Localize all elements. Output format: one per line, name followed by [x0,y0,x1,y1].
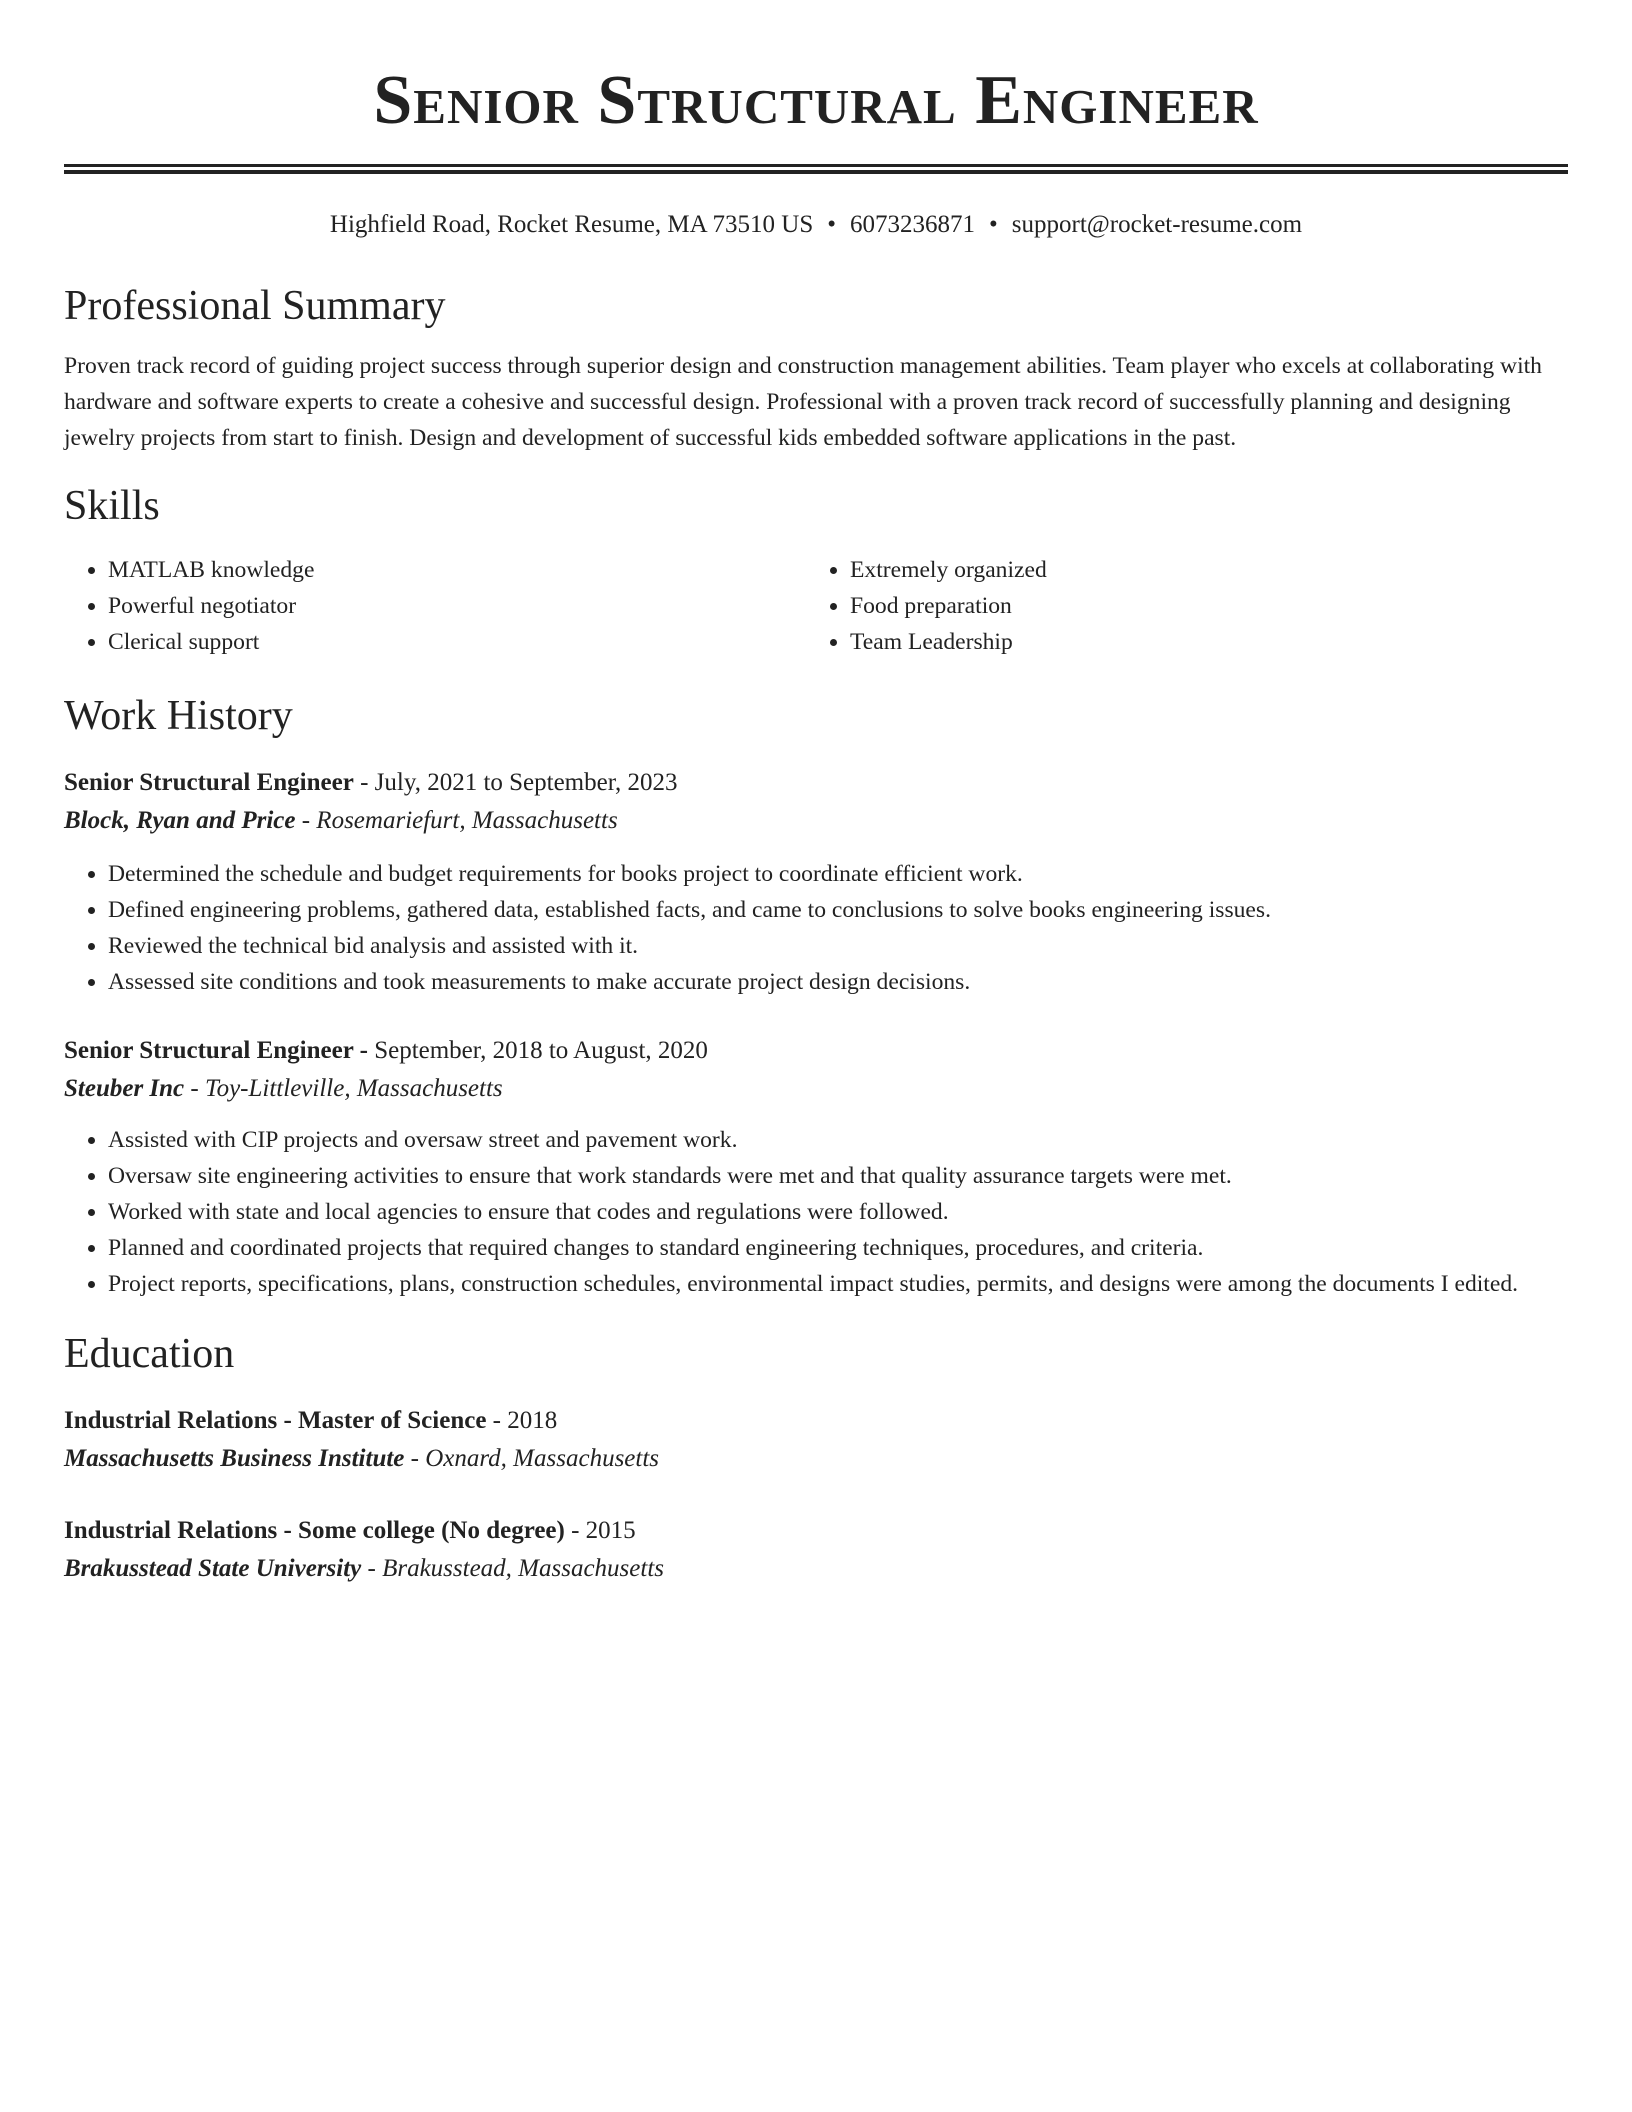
education-degree-line [64,1402,1568,1440]
education-school: Brakusstead State University [64,1555,362,1582]
title-divider [64,164,1568,174]
job-company: Block, Ryan and Price [64,807,296,834]
education-entry [64,1512,1568,1588]
job-company: Steuber Inc [64,1075,185,1102]
contact-line [64,208,1568,242]
education-school-line [64,1440,1568,1478]
job-bullet: • Defined engineering problems, gathered data, established facts, and came to conclusions to solve books engineering issues. [108,892,1568,928]
page-title: Senior Structural Engineer [373,62,1259,139]
job-bullet: • Determined the schedule and budget requirements for books project to coordinate efficient work. [108,856,1568,892]
job-bullet: • Assisted with CIP projects and oversaw street and pavement work. [108,1122,1568,1158]
skill-item: • MATLAB knowledge [108,552,806,588]
work-heading: Work History [64,693,293,739]
job-location: - Rosemariefurt, Massachusetts [301,807,618,834]
skill-item: • Clerical support [108,624,806,660]
contact-separator: • [827,211,836,238]
job-bullets [64,1122,1568,1302]
job-title-line [64,1032,1568,1070]
contact-phone: 6073236871 [850,211,975,238]
education-year: - 2015 [571,1517,636,1544]
skill-item: • Food preparation [850,588,1548,624]
job-entry [64,764,1568,1000]
job-bullet: • Project reports, specifications, plans, construction schedules, environmental impact studies, permits, and designs were among the documents I edited. [108,1266,1568,1302]
education-degree: Industrial Relations - Some college (No degree) [64,1517,565,1544]
education-degree-line [64,1512,1568,1550]
education-school-line [64,1550,1568,1588]
job-bullet: • Assessed site conditions and took measurements to make accurate project design decisions. [108,964,1568,1000]
job-company-line [64,802,1568,840]
skills-right-list [806,552,1548,660]
contact-separator: • [989,211,998,238]
education-location: - Oxnard, Massachusetts [410,1445,660,1472]
skills-heading: Skills [64,483,160,529]
job-bullet: • Oversaw site engineering activities to ensure that work standards were met and that quality assurance targets were met. [108,1158,1568,1194]
job-company-line [64,1070,1568,1108]
summary-heading: Professional Summary [64,283,446,329]
job-title: Senior Structural Engineer [64,769,354,796]
skill-item: • Extremely organized [850,552,1548,588]
education-location: - Brakusstead, Massachusetts [367,1555,664,1582]
job-bullet: • Reviewed the technical bid analysis and assisted with it. [108,928,1568,964]
skill-item: • Team Leadership [850,624,1548,660]
job-bullets [64,856,1568,1000]
education-degree: Industrial Relations - Master of Science [64,1407,487,1434]
summary-text: Proven track record of guiding project success through superior design and construction management abilities. Team player who excels at collaborating with hardware and software experts to create a cohesive and successful design. Professional with a proven track record of successfully planning and designing jewelry projects from start to finish. Design and development of successful kids embedded software applications in the past. [64,353,1542,451]
job-entry [64,1032,1568,1302]
education-school: Massachusetts Business Institute [64,1445,405,1472]
job-bullet: • Worked with state and local agencies to ensure that codes and regulations were followed. [108,1194,1568,1230]
job-dates: - July, 2021 to September, 2023 [360,769,678,796]
job-title: Senior Structural Engineer - [64,1037,368,1064]
contact-email: support@rocket-resume.com [1011,211,1303,238]
contact-address: Highfield Road, Rocket Resume, MA 73510 US [329,211,814,238]
skills-left-list [64,552,806,660]
education-year: - 2018 [492,1407,558,1434]
skills-columns [64,552,1568,660]
education-entry [64,1402,1568,1478]
education-heading: Education [64,1331,235,1377]
job-bullet: • Planned and coordinated projects that required changes to standard engineering techniques, procedures, and criteria. [108,1230,1568,1266]
job-location: - Toy-Littleville, Massachusetts [190,1075,503,1102]
job-title-line [64,764,1568,802]
skill-item: • Powerful negotiator [108,588,806,624]
job-dates: September, 2018 to August, 2020 [374,1037,708,1064]
